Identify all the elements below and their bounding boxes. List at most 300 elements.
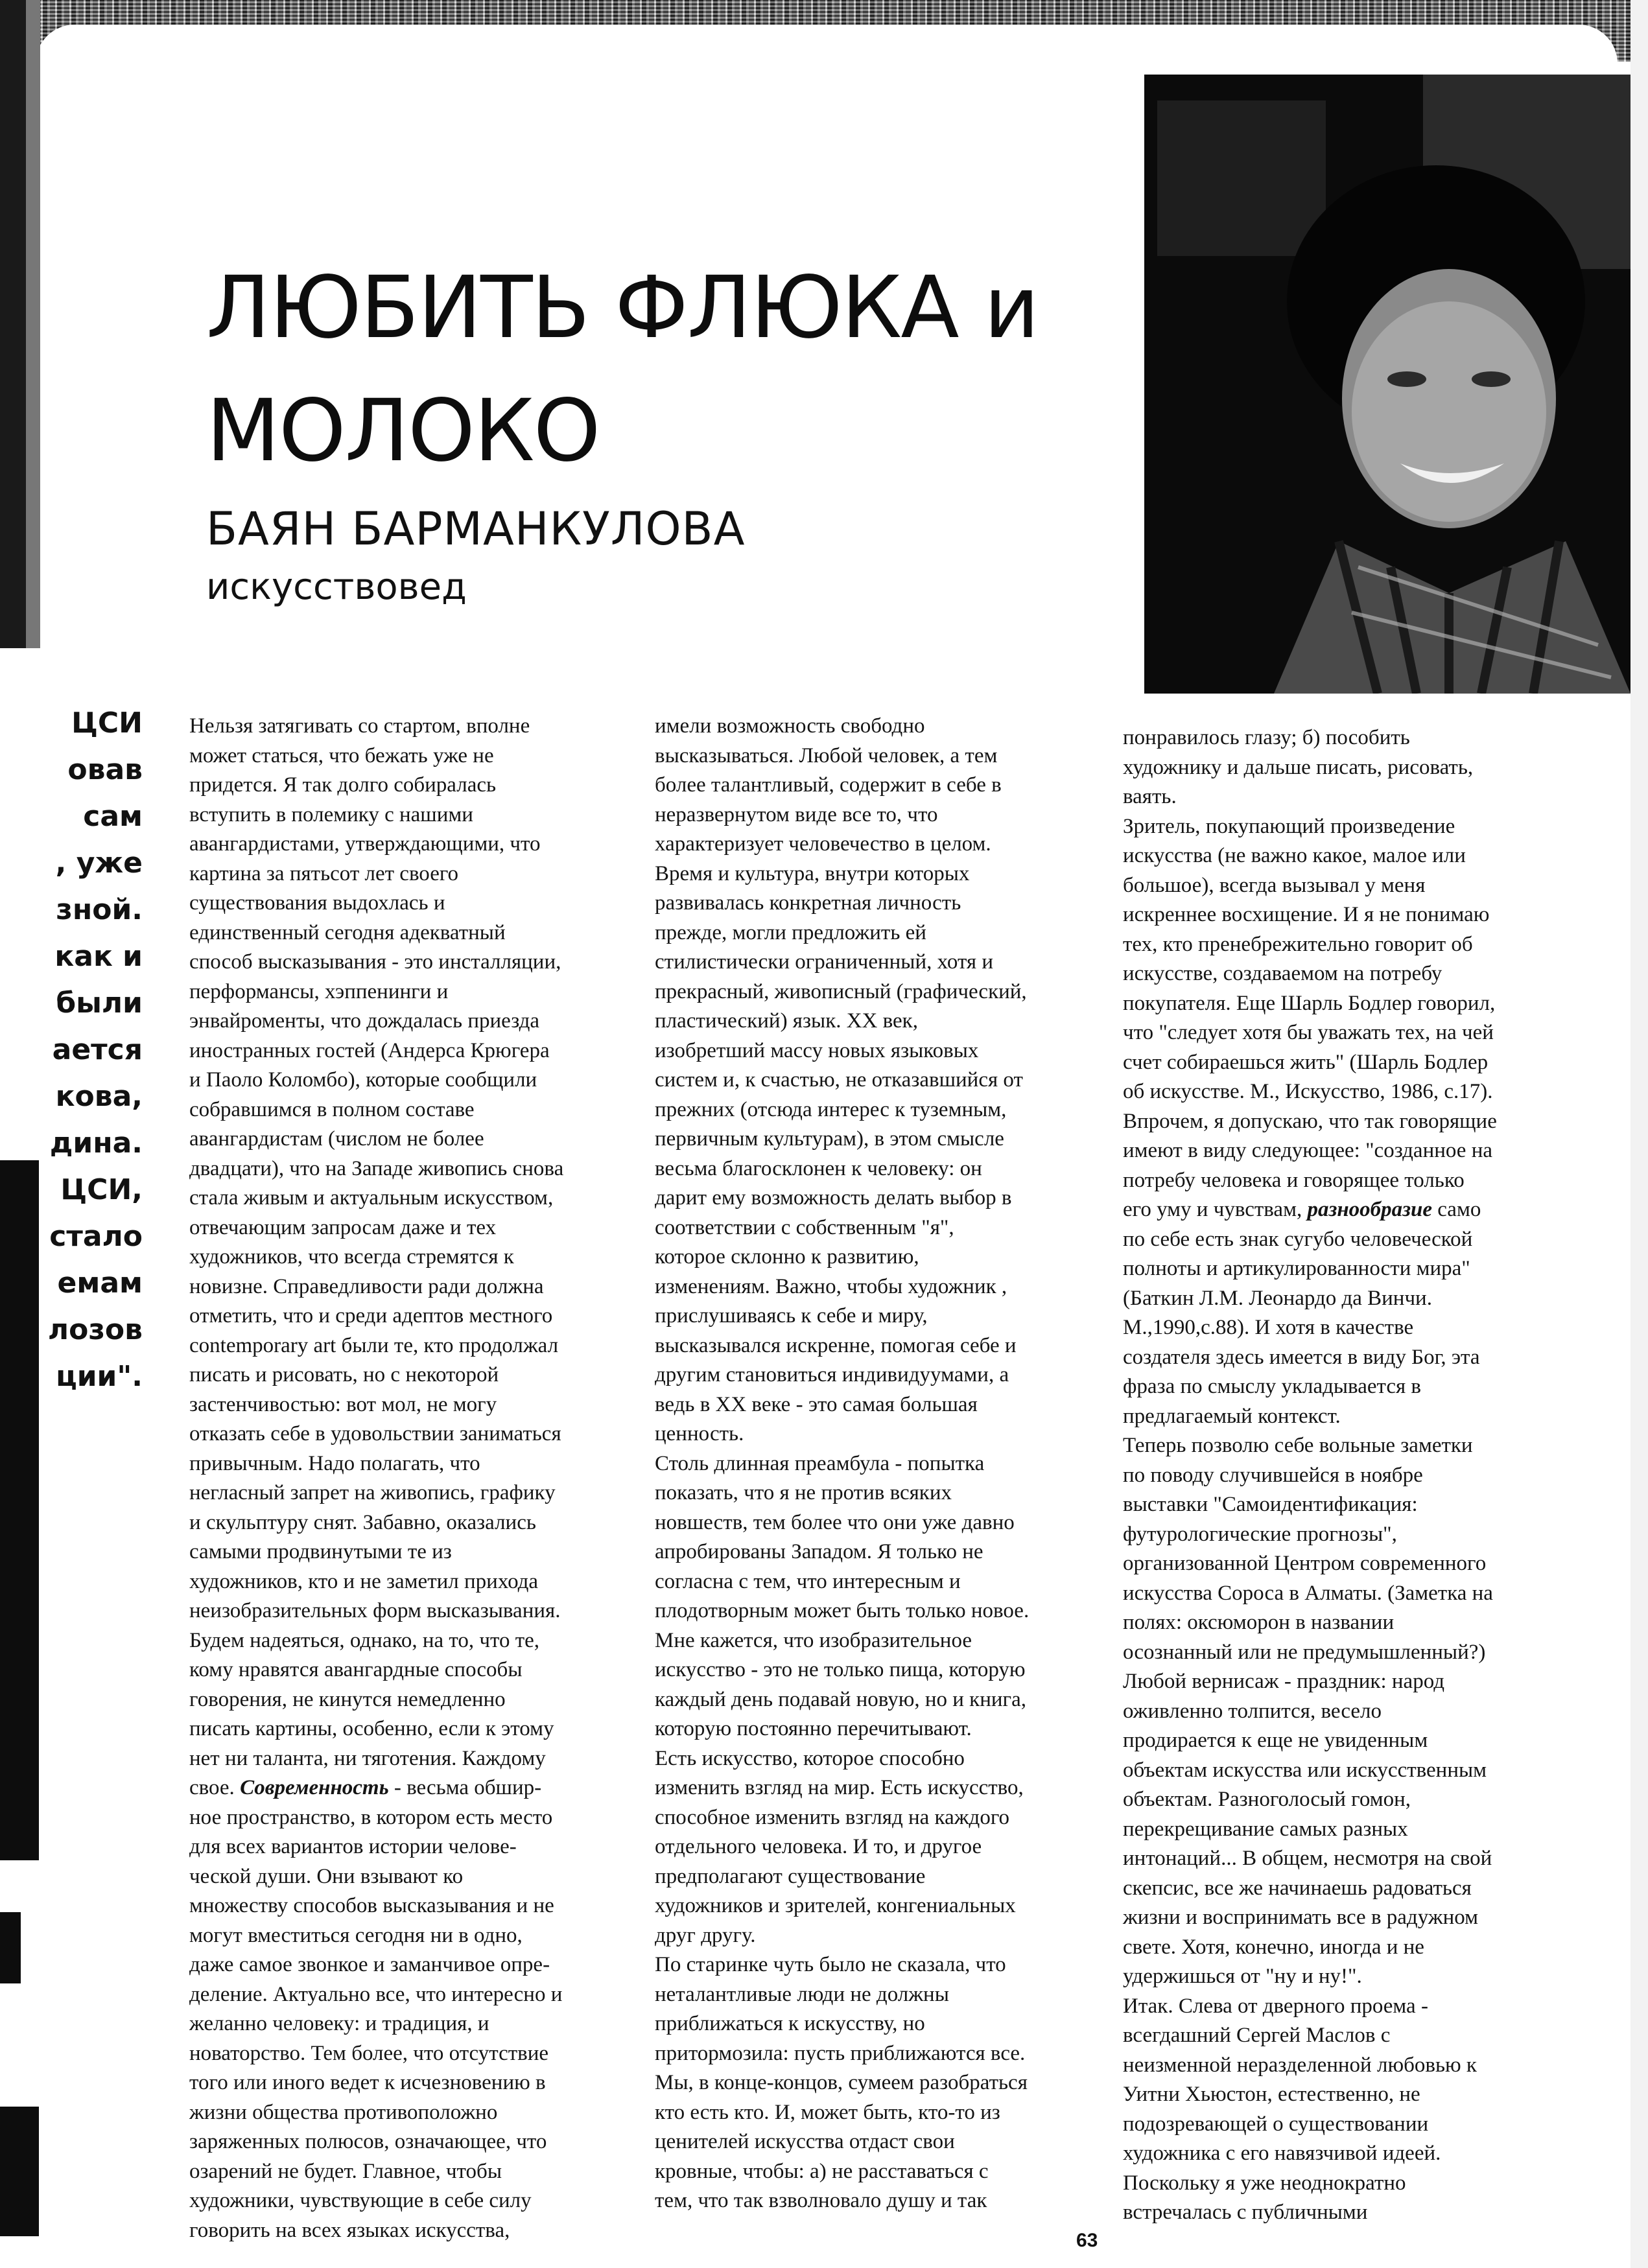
- text-line-content: искусства (не важно какое, малое или: [1123, 844, 1466, 867]
- text-line-content: удержишься от "ну и ну!".: [1123, 1965, 1362, 1988]
- pull-quote-line: ается: [52, 1033, 143, 1066]
- text-line: [1123, 1313, 1616, 1343]
- text-line-content: даже самое звонкое и заманчивое опре-: [189, 1953, 550, 1976]
- text-line: [189, 1184, 643, 1213]
- text-line-content: художников и зрителей, конгениальных: [655, 1894, 1016, 1917]
- text-line: [189, 801, 643, 830]
- text-line-content: отвечающим запросам даже и тех: [189, 1215, 497, 1239]
- text-line: [1123, 1077, 1616, 1107]
- text-line: [189, 1567, 643, 1597]
- text-line-content: счет собираешься жить" (Шарль Бодлер: [1123, 1050, 1489, 1074]
- text-line: [655, 1361, 1122, 1390]
- text-line: [1123, 989, 1616, 1019]
- text-line: [1123, 2080, 1616, 2110]
- text-line-content: художников, кто и не заметил прихода: [189, 1569, 539, 1593]
- text-line: [1123, 930, 1616, 960]
- text-line-content: По старинке чуть было не сказала, что: [655, 1953, 1006, 1976]
- author-role: искусствовед: [206, 566, 467, 608]
- text-line: [1123, 1844, 1616, 1874]
- text-line: [655, 1744, 1122, 1774]
- text-line: [1123, 1962, 1616, 1992]
- text-line: [655, 2186, 1122, 2216]
- text-line-content: интонаций... В общем, несмотря на свой: [1123, 1847, 1492, 1870]
- text-line: [189, 1331, 643, 1361]
- text-line: [189, 1095, 643, 1125]
- text-line-content: апробированы Западом. Я только не: [655, 1540, 983, 1563]
- text-line: [655, 918, 1122, 948]
- text-line-content: единственный сегодня адекватный: [189, 920, 506, 944]
- text-line-content: перформансы, хэппенинги и: [189, 979, 449, 1003]
- text-line: [655, 1066, 1122, 1095]
- text-line: [1123, 1520, 1616, 1550]
- text-line: [655, 1567, 1122, 1597]
- text-line-content: которое склонно к развитию,: [655, 1245, 919, 1268]
- text-line-content: новшеств, тем более что они уже давно: [655, 1510, 1015, 1534]
- pull-quote-line: кова,: [55, 1080, 143, 1113]
- text-line: [189, 1773, 643, 1803]
- text-line: [655, 1479, 1122, 1508]
- text-line: [189, 1154, 643, 1184]
- text-line-content: привычным. Надо полагать, что: [189, 1451, 480, 1475]
- text-line: [655, 2068, 1122, 2098]
- text-line: [189, 742, 643, 771]
- text-line: [1123, 2051, 1616, 2081]
- text-line-content: неталантливые люди не должны: [655, 1982, 949, 2006]
- text-line: [655, 771, 1122, 801]
- text-line: [189, 1390, 643, 1420]
- text-line: [189, 977, 643, 1007]
- text-line-content: дарит ему возможность делать выбор в: [655, 1186, 1012, 1210]
- text-line-content: стала живым и актуальным искусством,: [189, 1186, 554, 1210]
- text-line: [1123, 723, 1616, 753]
- text-line-content: самыми продвинутыми те из: [189, 1540, 452, 1563]
- text-line-content: Любой вернисаж - праздник: народ: [1123, 1670, 1445, 1693]
- text-line: [189, 1537, 643, 1567]
- text-line: [655, 1184, 1122, 1213]
- text-line-content: прислушиваясь к себе и миру,: [655, 1304, 928, 1327]
- text-line: [655, 1596, 1122, 1626]
- text-line: [655, 1862, 1122, 1892]
- text-line-tail: - весьма обшир-: [388, 1776, 542, 1799]
- text-line: [189, 948, 643, 977]
- text-line-content: искусства Сороса в Алматы. (Заметка на: [1123, 1581, 1493, 1605]
- text-line-content: новизне. Справедливости ради должна: [189, 1274, 544, 1298]
- text-line: [1123, 1815, 1616, 1845]
- text-line-content: авангардистами, утверждающими, что: [189, 832, 541, 856]
- text-line-content: тем, что так взволновало душу и так: [655, 2189, 987, 2212]
- text-line-content: скепсис, все же начинаешь радоваться: [1123, 1876, 1472, 1900]
- text-line: [1123, 1933, 1616, 1963]
- text-line-content: встречалась с публичными: [1123, 2201, 1368, 2224]
- text-line-content: ценителей искусства отдаст свои: [655, 2130, 955, 2153]
- text-line-content: озарений не будет. Главное, чтобы: [189, 2159, 502, 2183]
- scan-shadow: [0, 2107, 39, 2236]
- text-line-content: способное изменить взгляд на каждого: [655, 1805, 1010, 1829]
- text-line-content: картина за пятьсот лет своего: [189, 861, 459, 885]
- text-line-content: свое.: [189, 1776, 241, 1799]
- page-number: 63: [1076, 2230, 1098, 2251]
- text-line: [655, 2039, 1122, 2069]
- text-line: [655, 1007, 1122, 1036]
- text-line-content: потребу человека и говорящее только: [1123, 1168, 1465, 1192]
- text-line-content: Теперь позволю себе вольные заметки: [1123, 1434, 1473, 1457]
- text-line-content: художники, чувствующие в себе силу: [189, 2189, 532, 2212]
- text-line: [189, 1921, 643, 1951]
- pull-quote-line: как и: [54, 940, 143, 973]
- pull-quote-line: , уже: [55, 847, 143, 880]
- text-line: [189, 1361, 643, 1390]
- text-line-content: Зритель, покупающий произведение: [1123, 814, 1455, 838]
- text-line-content: предполагают существование: [655, 1864, 926, 1888]
- text-line-content: каждый день подавай новую, но и книга,: [655, 1687, 1026, 1711]
- pull-quote-line: дина.: [49, 1127, 143, 1160]
- text-line-content: плодотворным может быть только новое.: [655, 1599, 1030, 1622]
- text-line: [1123, 1726, 1616, 1756]
- title-line-1: ЛЮБИТЬ ФЛЮКА и: [206, 258, 1039, 358]
- text-line-content: свете. Хотя, конечно, иногда и не: [1123, 1935, 1424, 1959]
- text-line: [189, 1862, 643, 1892]
- text-line: [1123, 1697, 1616, 1727]
- text-line: [189, 1803, 643, 1833]
- text-line-content: Есть искусство, которое способно: [655, 1746, 965, 1770]
- text-line: [655, 1302, 1122, 1331]
- text-line: [1123, 1992, 1616, 2022]
- text-line-content: ценность.: [655, 1422, 744, 1445]
- text-line: [189, 1832, 643, 1862]
- text-line-content: авангардистам (числом не более: [189, 1127, 484, 1151]
- text-line: [189, 918, 643, 948]
- text-line-content: ное пространство, в котором есть место: [189, 1805, 553, 1829]
- text-line-content: и скульптуру снят. Забавно, оказались: [189, 1510, 536, 1534]
- text-line-content: развивалась конкретная личность: [655, 891, 961, 915]
- text-line: [655, 1331, 1122, 1361]
- text-line: [1123, 1579, 1616, 1609]
- text-line-content: вступить в полемику с нашими: [189, 802, 473, 826]
- text-line: [1123, 1756, 1616, 1786]
- text-line-content: и Паоло Коломбо), которые сообщили: [189, 1068, 537, 1092]
- text-line-content: что "следует хотя бы уважать тех, на чей: [1123, 1021, 1494, 1044]
- text-line-content: высказывался искренне, помогая себе и: [655, 1333, 1017, 1357]
- text-line-content: имели возможность свободно: [655, 714, 925, 738]
- text-line-content: ваять.: [1123, 785, 1177, 808]
- text-line: [189, 771, 643, 801]
- text-line: [189, 1479, 643, 1508]
- text-line: [189, 1950, 643, 1980]
- text-line-content: Столь длинная преамбула - попытка: [655, 1451, 985, 1475]
- text-line-content: Мы, в конце-концов, сумеем разобраться: [655, 2071, 1028, 2094]
- text-line: [655, 1420, 1122, 1449]
- text-line-content: объектам. Разноголосый гомон,: [1123, 1788, 1411, 1811]
- text-line: [189, 1714, 643, 1744]
- pull-quote-line: стало: [49, 1220, 143, 1253]
- text-line-content: систем и, к счастью, не отказавшийся от: [655, 1068, 1023, 1092]
- text-line: [655, 1125, 1122, 1154]
- text-line: [1123, 1048, 1616, 1078]
- text-line-content: художников, что всегда стремятся к: [189, 1245, 514, 1268]
- text-line: [1123, 1402, 1616, 1432]
- text-line-content: (Баткин Л.М. Леонардо да Винчи.: [1123, 1286, 1432, 1310]
- text-line-tail: само: [1432, 1198, 1481, 1221]
- text-line-content: футурологические прогнозы",: [1123, 1522, 1397, 1546]
- text-line: [655, 1685, 1122, 1715]
- pull-quote-line: емам: [57, 1267, 143, 1300]
- text-line-content: Мне кажется, что изобразительное: [655, 1628, 972, 1652]
- text-line: [189, 1125, 643, 1154]
- text-line: [189, 1420, 643, 1449]
- text-line-content: искусство - это не только пища, которую: [655, 1658, 1026, 1681]
- text-line-content: предлагаемый контекст.: [1123, 1404, 1341, 1428]
- text-line-content: Будем надеяться, однако, на то, что те,: [189, 1628, 540, 1652]
- text-line: [655, 1508, 1122, 1538]
- text-line-content: тех, кто пренебрежительно говорит об: [1123, 932, 1473, 956]
- text-line: [1123, 1461, 1616, 1491]
- text-line-content: contemporary art были те, кто продолжал: [189, 1333, 559, 1357]
- text-line: [189, 889, 643, 918]
- text-line-content: Итак. Слева от дверного проема -: [1123, 1994, 1428, 2018]
- text-line: [655, 1950, 1122, 1980]
- text-line: [189, 859, 643, 889]
- text-line-content: собравшимся в полном составе: [189, 1097, 475, 1121]
- text-line-content: изменениям. Важно, чтобы художник ,: [655, 1274, 1007, 1298]
- text-line-content: отказать себе в удовольствии заниматься: [189, 1422, 561, 1445]
- text-line-content: может статься, что бежать уже не: [189, 743, 494, 767]
- text-line-content: более талантливый, содержит в себе в: [655, 773, 1002, 797]
- text-line-content: художника с его навязчивой идеей.: [1123, 2142, 1441, 2165]
- text-line-content: Нельзя затягивать со стартом, вполне: [189, 714, 530, 738]
- text-line-content: понравилось глазу; б) пособить: [1123, 726, 1410, 749]
- text-line-content: говорения, не кинутся немедленно: [189, 1687, 506, 1711]
- text-line-content: М.,1990,с.88). И хотя в качестве: [1123, 1316, 1414, 1339]
- text-line-content: полноты и артикулированности мира": [1123, 1257, 1470, 1280]
- text-line-content: покупателя. Еще Шарль Бодлер говорил,: [1123, 991, 1496, 1015]
- text-line: [1123, 2198, 1616, 2228]
- text-line-content: иностранных гостей (Андерса Крюгера: [189, 1038, 550, 1062]
- pull-quote-line: сам: [83, 800, 143, 833]
- text-line: [655, 712, 1122, 742]
- text-line: [655, 1773, 1122, 1803]
- text-line: [189, 1508, 643, 1538]
- text-line: [655, 1243, 1122, 1272]
- text-line: [655, 1390, 1122, 1420]
- text-line-content: объектам искусства или искусственным: [1123, 1758, 1487, 1782]
- text-line: [189, 1744, 643, 1774]
- text-line: [655, 830, 1122, 859]
- text-line: [1123, 1166, 1616, 1196]
- text-line: [1123, 1638, 1616, 1668]
- text-line-content: кому нравятся авангардные способы: [189, 1658, 523, 1681]
- text-line-content: могут вместиться сегодня ни в одно,: [189, 1923, 523, 1947]
- text-line-content: кто есть кто. И, может быть, кто-то из: [655, 2100, 1000, 2124]
- text-line: [1123, 1195, 1616, 1225]
- text-line: [189, 1036, 643, 1066]
- text-line: [655, 977, 1122, 1007]
- text-line-content: перекрещивание самых разных: [1123, 1817, 1408, 1841]
- text-line: [655, 1213, 1122, 1243]
- pull-quote-line: зной.: [56, 893, 143, 926]
- text-line: [1123, 959, 1616, 989]
- text-line-content: двадцати), что на Западе живопись снова: [189, 1156, 564, 1180]
- text-line-content: отметить, что и среди адептов местного: [189, 1304, 553, 1327]
- text-line: [655, 1095, 1122, 1125]
- text-line-content: новаторство. Тем более, что отсутствие: [189, 2041, 549, 2065]
- text-line: [1123, 1018, 1616, 1048]
- text-line-content: жизни общества противоположно: [189, 2100, 498, 2124]
- author-portrait-photo: [1144, 75, 1630, 694]
- text-line: [189, 2127, 643, 2157]
- text-line: [655, 1803, 1122, 1833]
- text-line-content: пластический) язык. XX век,: [655, 1009, 918, 1033]
- text-line-content: способ высказывания - это инсталляции,: [189, 950, 561, 974]
- text-line-content: фраза по смыслу укладывается в: [1123, 1375, 1421, 1398]
- text-line-content: говорить на всех языках искусства,: [189, 2218, 510, 2242]
- text-line: [189, 1243, 643, 1272]
- text-line: [189, 2216, 643, 2246]
- text-line-content: искреннее восхищение. И я не понимаю: [1123, 903, 1490, 926]
- text-line: [655, 2157, 1122, 2187]
- text-line: [1123, 841, 1616, 871]
- text-line: [655, 1891, 1122, 1921]
- text-column-1: [189, 712, 643, 2245]
- text-line: [1123, 1874, 1616, 1904]
- text-line: [189, 830, 643, 859]
- emphasized-word: разнообразие: [1307, 1198, 1432, 1221]
- title-line-2: МОЛОКО: [206, 381, 600, 481]
- text-line-content: подозревающей о существовании: [1123, 2112, 1429, 2136]
- text-line: [189, 1891, 643, 1921]
- text-line: [655, 2098, 1122, 2128]
- text-line: [189, 712, 643, 742]
- text-line-content: Поскольку я уже неоднократно: [1123, 2171, 1406, 2195]
- pull-quote-line: ции".: [56, 1360, 143, 1393]
- text-line: [1123, 812, 1616, 842]
- pull-quote-line: ЦСИ,: [60, 1173, 143, 1206]
- text-line-content: деление. Актуально все, что интересно и: [189, 1982, 563, 2006]
- text-line: [655, 948, 1122, 977]
- text-line-content: ведь в XX веке - это самая большая: [655, 1392, 978, 1416]
- page-curl: [36, 25, 1618, 76]
- text-line: [655, 1036, 1122, 1066]
- text-line: [655, 1449, 1122, 1479]
- text-line: [1123, 2110, 1616, 2140]
- pull-quote-line: овав: [67, 753, 143, 786]
- text-line: [189, 2009, 643, 2039]
- text-line-content: прекрасный, живописный (графический,: [655, 979, 1027, 1003]
- text-line-content: по поводу случившейся в ноябре: [1123, 1463, 1423, 1487]
- text-line: [189, 2039, 643, 2069]
- scan-left-edge: [0, 0, 40, 648]
- author-name: БАЯН БАРМАНКУЛОВА: [206, 502, 746, 555]
- text-line-content: отдельного человека. И то, и другое: [655, 1835, 982, 1858]
- text-line: [655, 1537, 1122, 1567]
- pull-quote-line: были: [56, 987, 143, 1020]
- portrait-photo-icon: [1144, 75, 1630, 694]
- text-line: [189, 1596, 643, 1626]
- text-line-content: первичным культурам), в этом смысле: [655, 1127, 1004, 1151]
- text-line-content: которую постоянно перечитывают.: [655, 1717, 972, 1740]
- text-line: [655, 859, 1122, 889]
- text-line: [189, 1685, 643, 1715]
- text-line: [655, 2009, 1122, 2039]
- text-line-content: писать и рисовать, но с некоторой: [189, 1363, 499, 1386]
- text-line-content: негласный запрет на живопись, графику: [189, 1481, 556, 1504]
- text-line-content: характеризует человечество в целом.: [655, 832, 991, 856]
- text-line-content: об искусстве. М., Искусство, 1986, с.17).: [1123, 1080, 1493, 1103]
- text-line: [189, 1302, 643, 1331]
- text-line: [189, 2157, 643, 2187]
- text-line-content: кровные, чтобы: а) не расставаться с: [655, 2159, 989, 2183]
- text-line: [1123, 753, 1616, 783]
- scan-right-edge: [1630, 0, 1648, 2268]
- text-line-content: Впрочем, я допускаю, что так говорящие: [1123, 1109, 1497, 1133]
- text-line-content: другим становиться индивидуумами, а: [655, 1363, 1009, 1386]
- text-line-content: желанно человеку: и традиция, и: [189, 2012, 489, 2035]
- text-line-content: Время и культура, внутри которых: [655, 861, 970, 885]
- text-line: [655, 1626, 1122, 1656]
- text-line-content: застенчивостью: вот мол, не могу: [189, 1392, 497, 1416]
- text-line: [1123, 1431, 1616, 1461]
- text-line: [1123, 2169, 1616, 2199]
- text-line-content: прежде, могли предложить ей: [655, 920, 926, 944]
- text-line: [1123, 1490, 1616, 1520]
- text-line: [1123, 1284, 1616, 1314]
- text-line: [655, 1980, 1122, 2010]
- text-line: [655, 1714, 1122, 1744]
- text-line-content: всегдашний Сергей Маслов с: [1123, 2024, 1391, 2047]
- text-line: [1123, 1136, 1616, 1166]
- text-line: [1123, 1372, 1616, 1402]
- text-line-content: для всех вариантов истории челове-: [189, 1835, 517, 1858]
- text-line-content: соответствии с собственным "я",: [655, 1215, 954, 1239]
- text-line-content: высказываться. Любой человек, а тем: [655, 743, 998, 767]
- text-line-content: оживленно толпится, весело: [1123, 1699, 1382, 1723]
- text-line: [189, 1007, 643, 1036]
- text-line: [655, 2127, 1122, 2157]
- text-line-content: искусстве, создаваемом на потребу: [1123, 962, 1442, 985]
- text-line-content: осознанный или не предумышленный?): [1123, 1640, 1486, 1664]
- text-line-content: друг другу.: [655, 1923, 756, 1947]
- text-line-content: согласна с тем, что интересным и: [655, 1569, 961, 1593]
- text-line: [1123, 1667, 1616, 1697]
- text-line: [655, 1832, 1122, 1862]
- text-line: [1123, 2139, 1616, 2169]
- text-line: [1123, 1549, 1616, 1579]
- text-line: [655, 801, 1122, 830]
- text-line: [189, 1980, 643, 2010]
- text-line: [655, 1921, 1122, 1951]
- text-line-content: выставки "Самоидентификация:: [1123, 1493, 1418, 1516]
- text-line-content: писать картины, особенно, если к этому: [189, 1717, 554, 1740]
- text-line: [655, 889, 1122, 918]
- text-line-content: полях: оксюморон в названии: [1123, 1611, 1395, 1634]
- text-line: [1123, 782, 1616, 812]
- text-line-content: прежних (отсюда интерес к туземным,: [655, 1097, 1007, 1121]
- text-line-content: того или иного ведет к исчезновению в: [189, 2071, 546, 2094]
- text-line: [1123, 1903, 1616, 1933]
- text-line: [189, 1272, 643, 1302]
- text-line-content: изобретший массу новых языковых: [655, 1038, 979, 1062]
- text-line: [1123, 1785, 1616, 1815]
- text-line: [1123, 871, 1616, 901]
- text-line-content: по себе есть знак сугубо человеческой: [1123, 1227, 1473, 1251]
- text-line: [189, 2098, 643, 2128]
- text-line: [189, 1449, 643, 1479]
- text-line: [1123, 1608, 1616, 1638]
- text-line-content: Уитни Хьюстон, естественно, не: [1123, 2083, 1420, 2106]
- text-line-content: изменить взгляд на мир. Есть искусство,: [655, 1776, 1024, 1799]
- text-line-content: неизменной неразделенной любовью к: [1123, 2053, 1477, 2077]
- text-line: [655, 1272, 1122, 1302]
- text-line: [189, 1066, 643, 1095]
